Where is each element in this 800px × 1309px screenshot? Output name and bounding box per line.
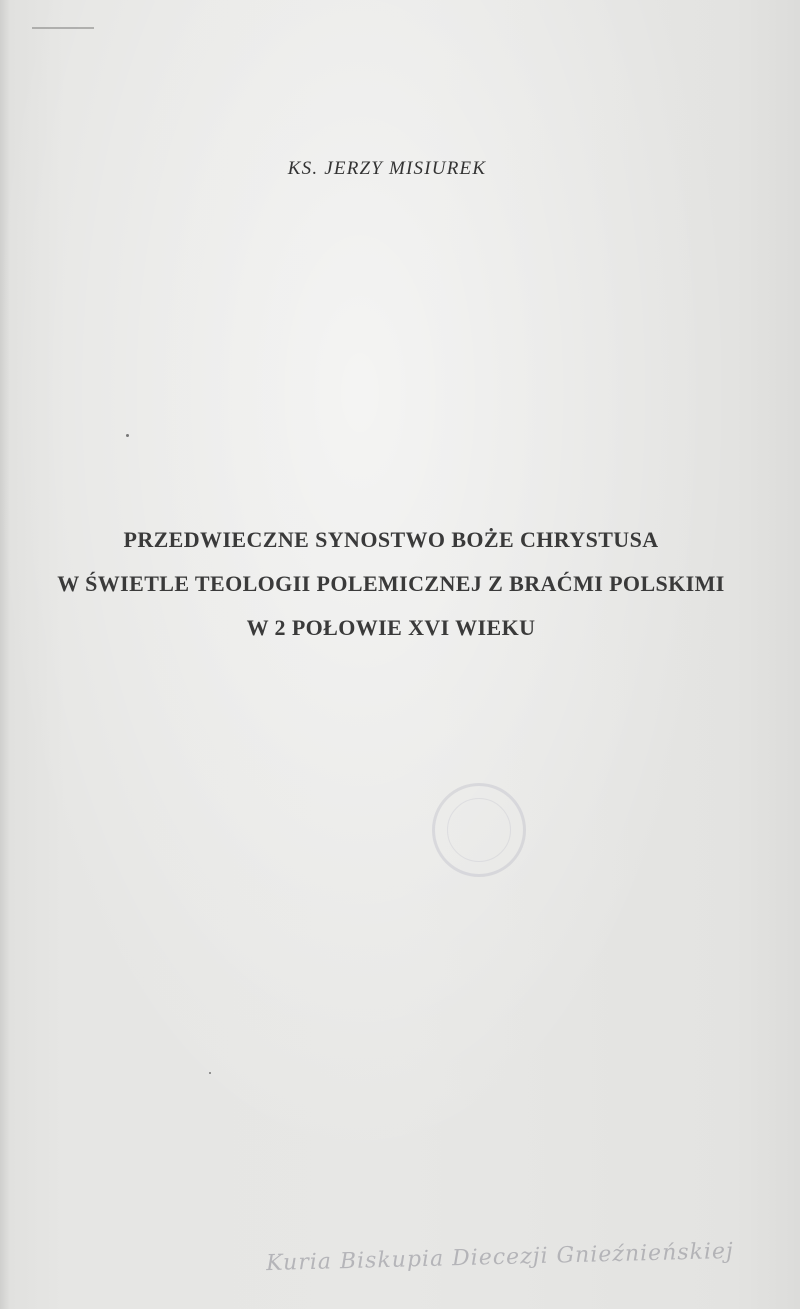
ink-speck [209,1072,211,1074]
handwritten-note: Kuria Biskupia Diecezji Gnieźnieńskiej [265,1238,735,1277]
book-title [0,518,782,650]
title-line-2: W ŚWIETLE TEOLOGII POLEMICZNEJ Z BRAĆMI POLSKIMI [57,571,725,596]
title-line-1: PRZEDWIECZNE SYNOSTWO BOŻE CHRYSTUSA [123,527,659,552]
faded-stamp-inner-ring [447,798,511,862]
page-edge-shadow [0,0,10,1309]
corner-mark [32,27,94,29]
author-name: KS. JERZY MISIUREK [287,158,487,179]
ink-speck [126,434,129,437]
title-line-3: W 2 POŁOWIE XVI WIEKU [246,615,536,640]
faded-stamp [432,783,526,877]
